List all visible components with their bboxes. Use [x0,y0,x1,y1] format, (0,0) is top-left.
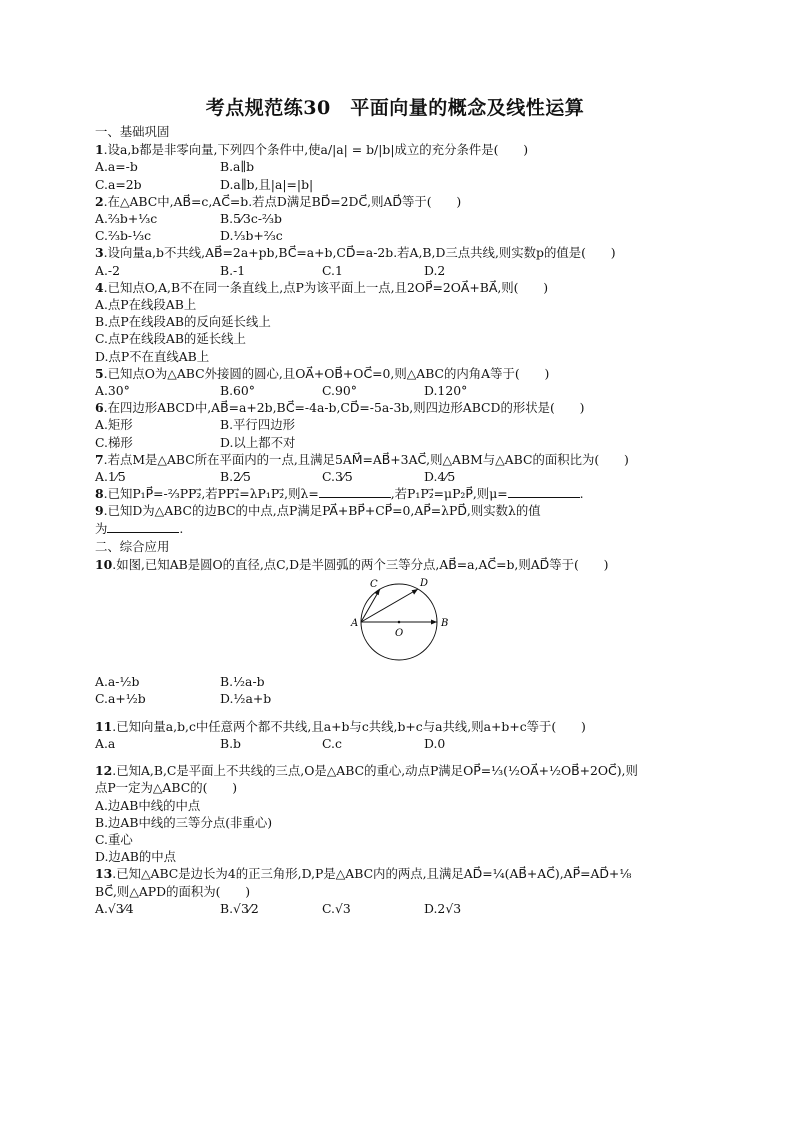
question-2: 2.在△ABC中,AB⃗=c,AC⃗=b.若点D满足BD⃗=2DC⃗,则AD⃗等于( ) [95,193,462,209]
label-a: A [351,618,359,630]
option[interactable]: D.2√3 [424,900,462,916]
option[interactable]: B.边AB中线的三等分点(非重心) [95,814,273,830]
options-2 [95,210,695,244]
question-9: 9.已知D为△ABC的边BC的中点,点P满足PA⃗+BP⃗+CP⃗=0,AP⃗=λPD⃗,则实数λ的值 [95,503,541,519]
label-b: B [441,618,449,630]
label-o: O [395,628,404,640]
option[interactable]: B.5⁄3c-⅔b [220,211,282,227]
question-13-cont: BC⃗,则△APD的面积为( ) [95,883,251,899]
options-5 [95,382,695,399]
option[interactable]: B.2⁄5 [220,469,251,485]
question-7: 7.若点M是△ABC所在平面内的一点,且满足5AM⃗=AB⃗+3AC⃗,则△ABM与△ABC的面积比为( ) [95,451,629,467]
question-8: 8.已知P₁P⃗=-⅔PP₂⃗,若PP₁⃗=λP₁P₂⃗,则λ= ,若P₁P₂⃗=μP₂P⃗,则μ= . [95,486,584,502]
answer-blank-9[interactable] [107,520,179,533]
option[interactable]: A.点P在线段AB上 [95,297,197,313]
question-9-cont: 为 . [95,520,184,536]
option[interactable]: C.√3 [322,900,351,916]
option[interactable]: A.⅔b+⅓c [95,211,158,227]
option[interactable]: A.√3⁄4 [95,900,134,916]
option[interactable]: B.b [220,735,241,751]
question-1: 1.设a,b都是非零向量,下列四个条件中,使a/|a| = b/|b|成立的充分条件是( ) [95,142,529,158]
options-6 [95,416,695,450]
option[interactable]: D.½a+b [220,691,272,707]
question-11: 11.已知向量a,b,c中任意两个都不共线,且a+b与c共线,b+c与a共线,则a+b+c等于( ) [95,718,586,734]
option[interactable]: B.a∥b [220,159,255,175]
option[interactable]: C.90° [322,383,357,399]
option[interactable]: A.矩形 [95,417,133,433]
option[interactable]: D.以上都不对 [220,434,296,450]
label-c: C [370,579,378,591]
option[interactable]: A.a [95,735,116,751]
question-13: 13.已知△ABC是边长为4的正三角形,D,P是△ABC内的两点,且满足AD⃗=¼(AB⃗+AC⃗),AP⃗=AD⃗+⅛ [95,866,632,882]
option[interactable]: C.重心 [95,831,133,847]
option[interactable]: D.4⁄5 [424,469,456,485]
option[interactable]: A.1⁄5 [95,469,126,485]
option[interactable]: D.a∥b,且|a|=|b| [220,176,314,192]
option[interactable]: D.2 [424,262,446,278]
option[interactable]: C.点P在线段AB的延长线上 [95,331,246,347]
label-d: D [420,578,429,590]
options-13 [95,900,695,917]
options-10 [95,673,695,707]
section-comprehensive: 二、综合应用 [95,538,170,554]
question-3: 3.设向量a,b不共线,AB⃗=2a+pb,BC⃗=a+b,CD⃗=a-2b.若A,B,D三点共线,则实数p的值是( ) [95,245,616,261]
option[interactable]: C.⅔b-⅓c [95,228,152,244]
question-5: 5.已知点O为△ABC外接圆的圆心,且OA⃗+OB⃗+OC⃗=0,则△ABC的内角A等于( ) [95,365,550,381]
option[interactable]: A.a=-b [95,159,138,175]
option[interactable]: C.c [322,735,342,751]
option[interactable]: C.梯形 [95,434,133,450]
option[interactable]: A.a-½b [95,674,140,690]
options-1 [95,158,695,192]
options-3 [95,262,695,279]
option[interactable]: B.½a-b [220,674,265,690]
option[interactable]: B.-1 [220,262,246,278]
circle-diagram [351,577,453,663]
option[interactable]: A.边AB中线的中点 [95,797,201,813]
options-7 [95,468,695,485]
option[interactable]: C.a+½b [95,691,146,707]
vector-ad-arrow [361,589,418,622]
options-11 [95,735,695,752]
answer-blank-lambda[interactable] [319,485,391,498]
option[interactable]: D.点P不在直线AB上 [95,348,210,364]
option[interactable]: D.0 [424,735,446,751]
option[interactable]: B.点P在线段AB的反向延长线上 [95,314,271,330]
option[interactable]: B.平行四边形 [220,417,295,433]
answer-blank-mu[interactable] [508,485,580,498]
question-12: 12.已知A,B,C是平面上不共线的三点,O是△ABC的重心,动点P满足OP⃗=⅓(½OA⃗+½OB⃗+2OC⃗),则 [95,763,638,779]
page-title: 考点规范练30 平面向量的概念及线性运算 [205,97,585,119]
option[interactable]: B.60° [220,383,256,399]
question-4: 4.已知点O,A,B不在同一条直线上,点P为该平面上一点,且2OP⃗=2OA⃗+BA⃗,则( ) [95,279,549,295]
option[interactable]: A.-2 [95,262,120,278]
question-10: 10.如图,已知AB是圆O的直径,点C,D是半圆弧的两个三等分点,AB⃗=a,AC⃗=b,则AD⃗等于( ) [95,557,609,573]
question-6: 6.在四边形ABCD中,AB⃗=a+2b,BC⃗=-4a-b,CD⃗=-5a-3b,则四边形ABCD的形状是( ) [95,400,585,416]
option[interactable]: C.a=2b [95,176,142,192]
worksheet [95,96,695,917]
option[interactable]: D.120° [424,383,468,399]
option[interactable]: D.⅓b+⅔c [220,228,283,244]
section-basic: 一、基础巩固 [95,124,170,139]
option[interactable]: C.1 [322,262,343,278]
question-12-cont: 点P一定为△ABC的( ) [95,780,238,796]
option[interactable]: D.边AB的中点 [95,849,177,865]
option[interactable]: C.3⁄5 [322,469,353,485]
option[interactable]: A.30° [95,383,130,399]
option[interactable]: B.√3⁄2 [220,900,259,916]
